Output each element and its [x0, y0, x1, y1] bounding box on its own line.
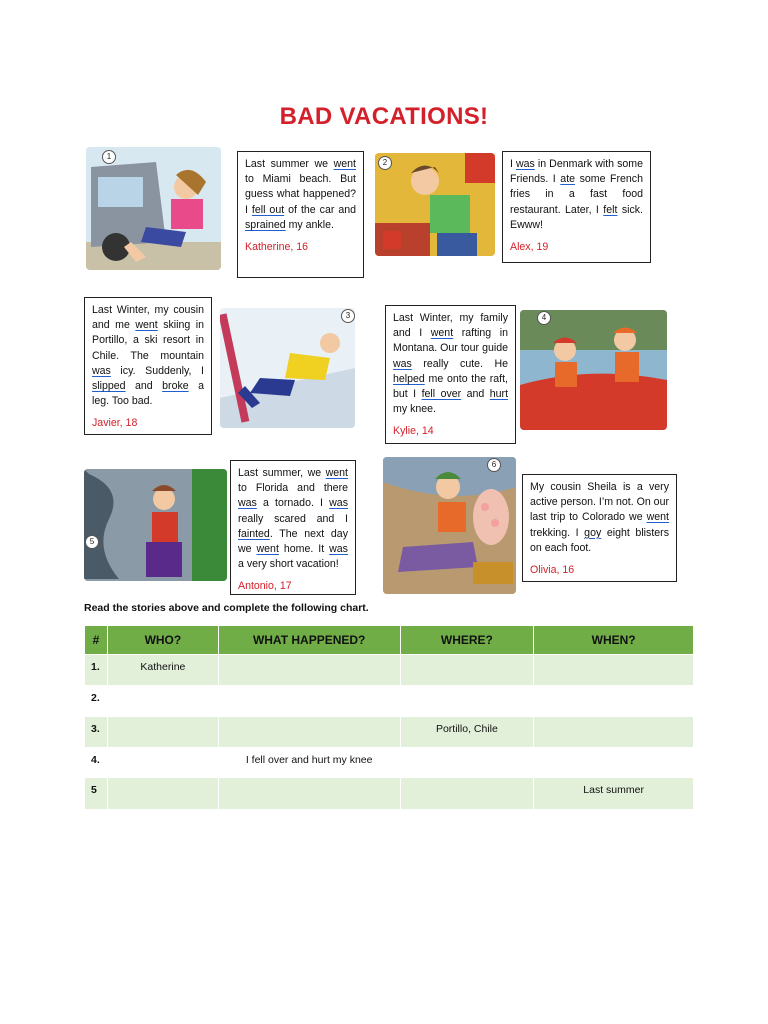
underlined-verb: went: [430, 327, 454, 340]
when-cell[interactable]: Last summer: [534, 778, 694, 810]
underlined-verb: sprained: [245, 218, 286, 231]
vacation-chart-table: [84, 625, 694, 810]
story-box-1: [237, 151, 364, 278]
story-author: Kylie, 14: [393, 425, 434, 438]
when-cell[interactable]: [534, 686, 694, 717]
story-text-segment: some French fries in a fast food restaurant. Later, I: [510, 173, 643, 216]
trekking-blisters-illustration: [383, 457, 516, 594]
header-number: #: [85, 626, 108, 655]
illustration-number-badge: 3: [341, 309, 355, 323]
header-when: WHEN?: [534, 626, 694, 655]
story-text-segment: Last summer, we: [238, 467, 326, 479]
story-box-4: [385, 305, 516, 444]
when-cell[interactable]: [534, 655, 694, 686]
where-cell[interactable]: Portillo, Chile: [400, 717, 534, 748]
header-where: WHERE?: [400, 626, 534, 655]
instruction-text: Read the stories above and complete the following chart.: [84, 602, 369, 614]
underlined-verb: fainted: [238, 527, 270, 540]
illustration-number-badge: 1: [102, 150, 116, 164]
underlined-verb: broke: [162, 380, 189, 393]
story-text-segment: a very short vacation!: [238, 558, 339, 571]
story-text-segment: sick. Ewww!: [510, 203, 644, 231]
story-text-segment: to Florida and there: [238, 482, 348, 495]
what-happened-cell[interactable]: [218, 686, 400, 717]
story-author: Javier, 18: [92, 417, 138, 430]
table-row: [85, 655, 694, 686]
underlined-verb: helped: [393, 372, 425, 385]
underlined-verb: went: [135, 319, 158, 332]
story-text-segment: me onto the raft, but I: [393, 372, 508, 401]
table-header-row: [85, 626, 694, 655]
story-text-segment: trekking. I: [530, 526, 585, 539]
underlined-verb: goy: [584, 526, 602, 539]
story-text: [245, 157, 356, 233]
story-text-segment: really scared and I: [238, 512, 348, 525]
who-cell[interactable]: [107, 778, 218, 810]
table-row: [85, 717, 694, 748]
story-text-segment: home. It: [278, 543, 330, 556]
underlined-verb: was: [92, 364, 111, 377]
underlined-verb: went: [646, 511, 669, 524]
story-text: [238, 466, 348, 572]
story-text-segment: and: [125, 380, 163, 393]
story-box-3: [84, 297, 212, 435]
story-text-segment: my knee.: [393, 403, 436, 416]
underlined-verb: fell out: [251, 203, 285, 216]
story-box-6: [522, 474, 677, 582]
story-box-2: [502, 151, 651, 263]
underlined-verb: was: [329, 543, 348, 556]
rafting-illustration: [520, 310, 667, 430]
row-number: 3.: [85, 717, 108, 748]
table-row: [85, 778, 694, 810]
story-text: [92, 303, 204, 409]
page-title: BAD VACATIONS!: [279, 103, 489, 130]
what-happened-cell[interactable]: I fell over and hurt my knee: [218, 748, 400, 778]
when-cell[interactable]: [534, 748, 694, 778]
story-text-segment: . The next day we: [238, 527, 348, 556]
row-number: 5: [85, 778, 108, 810]
illustration-number-badge: 2: [378, 156, 392, 170]
where-cell[interactable]: [400, 748, 534, 778]
underlined-verb: fell over: [421, 388, 462, 401]
story-text-segment: My cousin Sheila is a very active person. I’m not. On our last trip to Colorado we: [530, 481, 669, 524]
who-cell[interactable]: [107, 717, 218, 748]
underlined-verb: was: [329, 497, 348, 510]
illustration-2: [375, 153, 495, 256]
story-author: Antonio, 17: [238, 580, 292, 593]
illustration-1: [86, 147, 221, 270]
what-happened-cell[interactable]: [218, 655, 400, 686]
illustration-5: [84, 469, 227, 581]
who-cell[interactable]: [107, 748, 218, 778]
story-text-segment: rafting in Montana. Our tour guide: [393, 327, 508, 355]
story-text-segment: Last Winter, my family and I: [393, 312, 508, 340]
row-number: 4.: [85, 748, 108, 778]
underlined-verb: was: [238, 497, 257, 510]
story-text: [510, 157, 643, 233]
story-text-segment: icy. Suddenly, I: [110, 364, 204, 377]
car-accident-illustration: [86, 147, 221, 270]
story-text-segment: really cute. He: [411, 357, 508, 370]
story-text-segment: of the car and: [284, 203, 357, 216]
underlined-verb: was: [393, 357, 412, 370]
illustration-6: [383, 457, 516, 594]
story-author: Olivia, 16: [530, 564, 575, 577]
story-text-segment: to Miami beach. But guess what happened? I: [245, 173, 356, 216]
where-cell[interactable]: [400, 686, 534, 717]
illustration-number-badge: 6: [487, 458, 501, 472]
fast-food-illustration: [375, 153, 495, 256]
underlined-verb: was: [516, 158, 535, 170]
row-number: 1.: [85, 655, 108, 686]
underlined-verb: went: [256, 543, 279, 556]
underlined-verb: hurt: [489, 388, 509, 401]
story-text-segment: in Denmark with some Friends. I: [510, 158, 643, 186]
illustration-3: [220, 308, 355, 428]
who-cell[interactable]: [107, 686, 218, 717]
story-text-segment: skiing in Portillo, a ski resort in Chile. The mountain: [92, 319, 205, 362]
when-cell[interactable]: [534, 717, 694, 748]
story-text: [393, 311, 508, 417]
table-row: [85, 686, 694, 717]
underlined-verb: went: [333, 158, 356, 170]
story-text-segment: a leg. Too bad.: [92, 380, 204, 408]
story-text-segment: and: [461, 388, 490, 401]
what-happened-cell[interactable]: [218, 778, 400, 810]
underlined-verb: went: [325, 467, 348, 479]
story-author: Katherine, 16: [245, 241, 309, 254]
story-text-segment: eight blisters on each foot.: [530, 526, 669, 554]
story-text-segment: a tornado. I: [256, 497, 330, 510]
story-text: [530, 480, 669, 556]
where-cell[interactable]: [400, 655, 534, 686]
table-row: [85, 748, 694, 778]
story-text-segment: my ankle.: [285, 218, 334, 231]
underlined-verb: ate: [560, 173, 576, 186]
tornado-illustration: [84, 469, 227, 581]
header-who: WHO?: [107, 626, 218, 655]
what-happened-cell[interactable]: [218, 717, 400, 748]
row-number: 2.: [85, 686, 108, 717]
illustration-number-badge: 4: [537, 311, 551, 325]
header-what-happened: WHAT HAPPENED?: [218, 626, 400, 655]
illustration-4: [520, 310, 667, 430]
underlined-verb: slipped: [92, 380, 126, 393]
who-cell[interactable]: Katherine: [107, 655, 218, 686]
story-text-segment: I: [510, 158, 516, 170]
where-cell[interactable]: [400, 778, 534, 810]
skiing-fall-illustration: [220, 308, 355, 428]
story-text-segment: Last Winter, my cousin and me: [92, 304, 204, 332]
underlined-verb: felt: [603, 203, 618, 216]
story-text-segment: Last summer we: [245, 158, 334, 170]
illustration-number-badge: 5: [85, 535, 99, 549]
story-box-5: [230, 460, 356, 595]
story-author: Alex, 19: [510, 241, 549, 254]
